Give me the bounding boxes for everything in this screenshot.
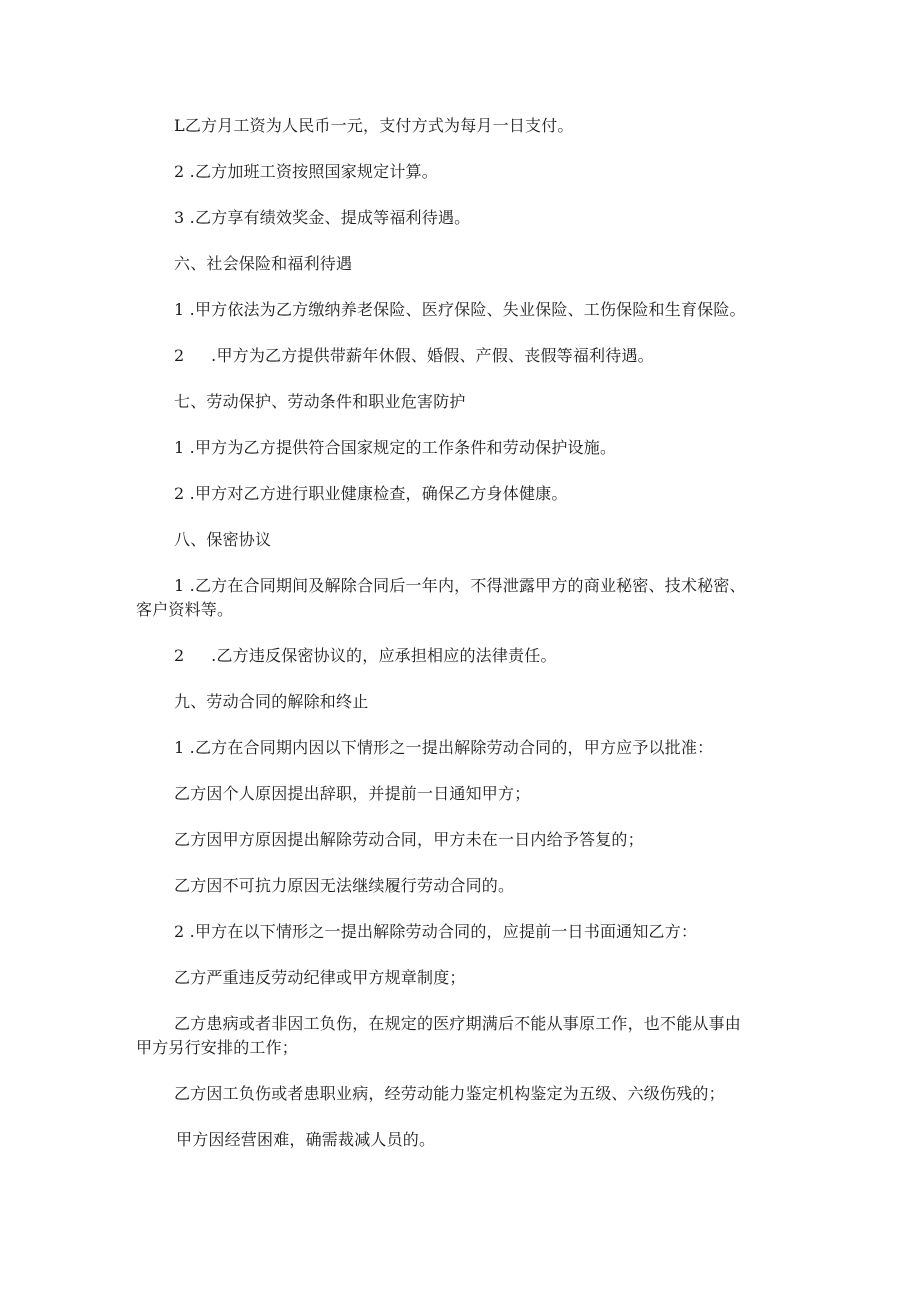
paragraph-termination-2-item-3: 乙方因工负伤或者患职业病，经劳动能力鉴定机构鉴定为五级、六级伤残的； [174,1084,725,1103]
paragraph-salary-1: L乙方月工资为人民币一元，支付方式为每月一日支付。 [174,116,574,135]
section-heading-7: 七、劳动保护、劳动条件和职业危害防护 [174,392,466,411]
paragraph-insurance-1: 1 .甲方依法为乙方缴纳养老保险、医疗保险、失业保险、工伤保险和生育保险。 [174,300,746,319]
paragraph-termination-2-item-4: 甲方因经营困难，确需裁减人员的。 [176,1130,436,1149]
section-heading-6: 六、社会保险和福利待遇 [174,254,353,273]
paragraph-salary-3: 3 .乙方享有绩效奖金、提成等福利待遇。 [174,208,471,227]
paragraph-protection-2: 2 .甲方对乙方进行职业健康检查，确保乙方身体健康。 [174,484,568,503]
section-heading-8: 八、保密协议 [174,530,272,549]
paragraph-termination-2-item-2a: 乙方患病或者非因工负伤，在规定的医疗期满后不能从事原工作，也不能从事由 [174,1014,742,1033]
paragraph-termination-1: 1 .乙方在合同期内因以下情形之一提出解除劳动合同的，甲方应予以批准： [174,738,714,757]
paragraph-termination-2: 2 .甲方在以下情形之一提出解除劳动合同的，应提前一日书面通知乙方： [174,922,698,941]
paragraph-insurance-2: 2 .甲方为乙方提供带薪年休假、婚假、产假、丧假等福利待遇。 [174,346,654,365]
paragraph-termination-1-item-1: 乙方因个人原因提出辞职，并提前一日通知甲方； [174,784,531,803]
paragraph-termination-2-item-2b: 甲方另行安排的工作； [136,1038,299,1057]
paragraph-termination-1-item-3: 乙方因不可抗力原因无法继续履行劳动合同的。 [174,876,515,895]
paragraph-salary-2: 2 .乙方加班工资按照国家规定计算。 [174,162,438,181]
paragraph-confidentiality-2: 2 .乙方违反保密协议的，应承担相应的法律责任。 [174,646,557,665]
paragraph-termination-2-item-1: 乙方严重违反劳动纪律或甲方规章制度； [174,968,466,987]
paragraph-confidentiality-1b: 客户资料等。 [136,600,234,619]
paragraph-termination-1-item-2: 乙方因甲方原因提出解除劳动合同，甲方未在一日内给予答复的； [174,830,644,849]
section-heading-9: 九、劳动合同的解除和终止 [174,692,369,711]
paragraph-protection-1: 1 .甲方为乙方提供符合国家规定的工作条件和劳动保护设施。 [174,438,617,457]
paragraph-confidentiality-1a: 1 .乙方在合同期间及解除合同后一年内，不得泄露甲方的商业秘密、技术秘密、 [174,576,746,595]
